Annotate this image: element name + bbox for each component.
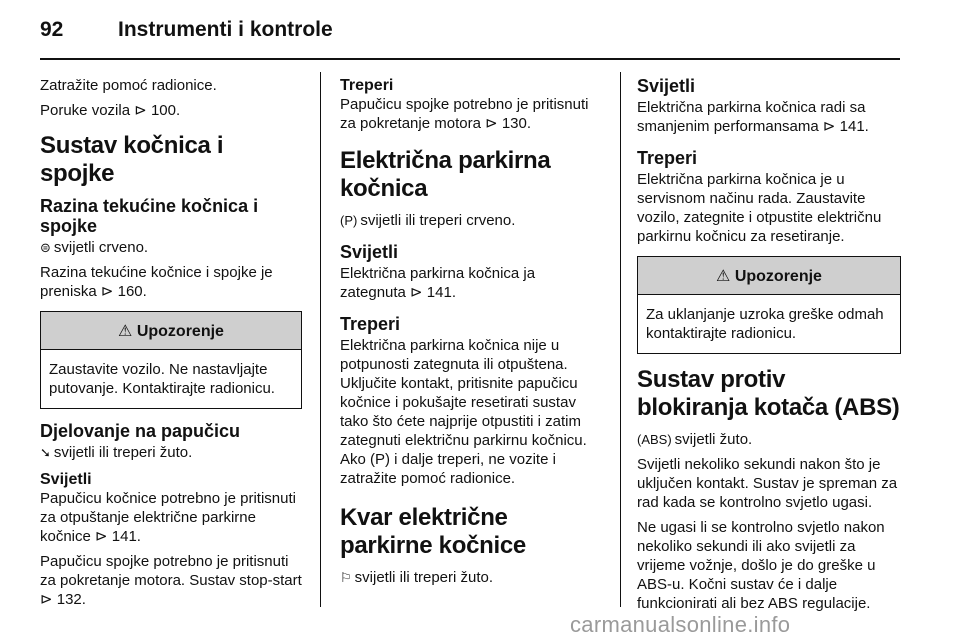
header-rule [40,58,900,60]
warning-triangle-icon: ⚠ [716,268,731,285]
page-header [40,8,900,54]
warning-header [638,257,900,295]
column-divider-1 [320,72,321,607]
paragraph: Električna parkirna kočnica je u servisnom načinu rada. Zaustavite vozilo, zategnite i otpustite električnu parkirnu kočnicu za resetiranje. [637,171,882,245]
warning-text: Zaustavite vozilo. Ne nastavljajte putovanje. Kontaktirajte radionicu. [49,361,275,397]
paragraph: Papučicu kočnice potrebno je pritisnuti za otpuštanje električne parkirne kočnice ⊳ 141. [40,490,296,545]
paragraph: Ne ugasi li se kontrolno svjetlo nakon nekoliko sekundi ili ako svijetli za vrijeme vožnje, došlo je do greške u ABS-u. Kočni sustav će i dalje funkcionirati ali bez ABS regulacije. [637,519,885,612]
column-divider-2 [620,72,621,607]
column-1 [40,76,302,615]
paragraph: Papučicu spojke potrebno je pritisnuti za pokretanje motora. Sustav stop-start ⊳ 132. [40,553,302,608]
column-2 [340,76,604,593]
warning-box [637,256,901,354]
subsection-heading: Djelovanje na papučicu [40,421,241,441]
paragraph: Električna parkirna kočnica ja zategnuta ⊳ 141. [340,265,536,301]
brake-fluid-icon: ⊜ [40,240,51,255]
pedal-icon: ➘ [40,445,51,460]
paragraph: ➘ svijetli ili treperi žuto. [40,444,193,461]
subsection-heading: Svijetli [637,76,696,96]
paragraph: Papučicu spojke potrebno je pritisnuti za pokretanje motora ⊳ 130. [340,96,589,132]
parking-brake-fault-icon: ⚐ [340,570,352,585]
paragraph: Svijetli nekoliko sekundi nakon što je uključen kontakt. Sustav je spreman za rad kada se kontrolno svjetlo ugasi. [637,456,898,511]
subsection-heading: Treperi [637,148,698,168]
warning-title: Upozorenje [734,268,822,285]
warning-title: Upozorenje [136,323,224,340]
abs-icon: (ABS) [637,432,672,447]
page-number: 92 [40,18,64,41]
watermark: carmanualsonline.info [570,612,791,637]
page-title: Instrumenti i kontrole [118,18,333,41]
paragraph: ⊜ svijetli crveno. [40,239,149,256]
minor-heading: Treperi [340,77,394,94]
warning-header [41,312,301,350]
subsection-heading: Svijetli [340,242,399,262]
section-heading: Sustav kočnica i spojke [40,132,224,187]
paragraph: Električna parkirna kočnica radi sa smanjenim performansama ⊳ 141. [637,99,869,135]
paragraph: ⚐ svijetli ili treperi žuto. [340,569,494,586]
subsection-heading: Treperi [340,314,401,334]
section-heading: Kvar električne parkirne kočnice [340,504,526,559]
paragraph: Zatražite pomoć radionice. [40,77,217,94]
paragraph: Poruke vozila ⊳ 100. [40,102,181,119]
section-heading: Električna parkirna kočnica [340,147,551,202]
paragraph: Razina tekućine kočnice i spojke je preniska ⊳ 160. [40,264,273,300]
paragraph: (ABS) svijetli žuto. [637,431,753,448]
warning-text: Za uklanjanje uzroka greške odmah kontaktirajte radionicu. [646,306,884,342]
column-3 [637,76,901,619]
paragraph: (P) svijetli ili treperi crveno. [340,212,516,229]
subsection-heading: Razina tekućine kočnica i spojke [40,196,259,236]
warning-box [40,311,302,409]
minor-heading: Svijetli [40,471,92,488]
paragraph: Električna parkirna kočnica nije u potpunosti zategnuta ili otpuštena. Uključite kontakt, pritisnite papučicu kočnice i pokušajte resetirati sustav tako što ćete najprije otpustiti i zatim zategnuti električnu parkirnu kočnicu. Ako (P) i dalje treperi, ne vozite i zatražite pomoć radionice. [340,337,587,487]
section-heading: Sustav protiv blokiranja kotača (ABS) [637,366,900,421]
parking-brake-icon: (P) [340,213,358,228]
warning-triangle-icon: ⚠ [118,323,133,340]
